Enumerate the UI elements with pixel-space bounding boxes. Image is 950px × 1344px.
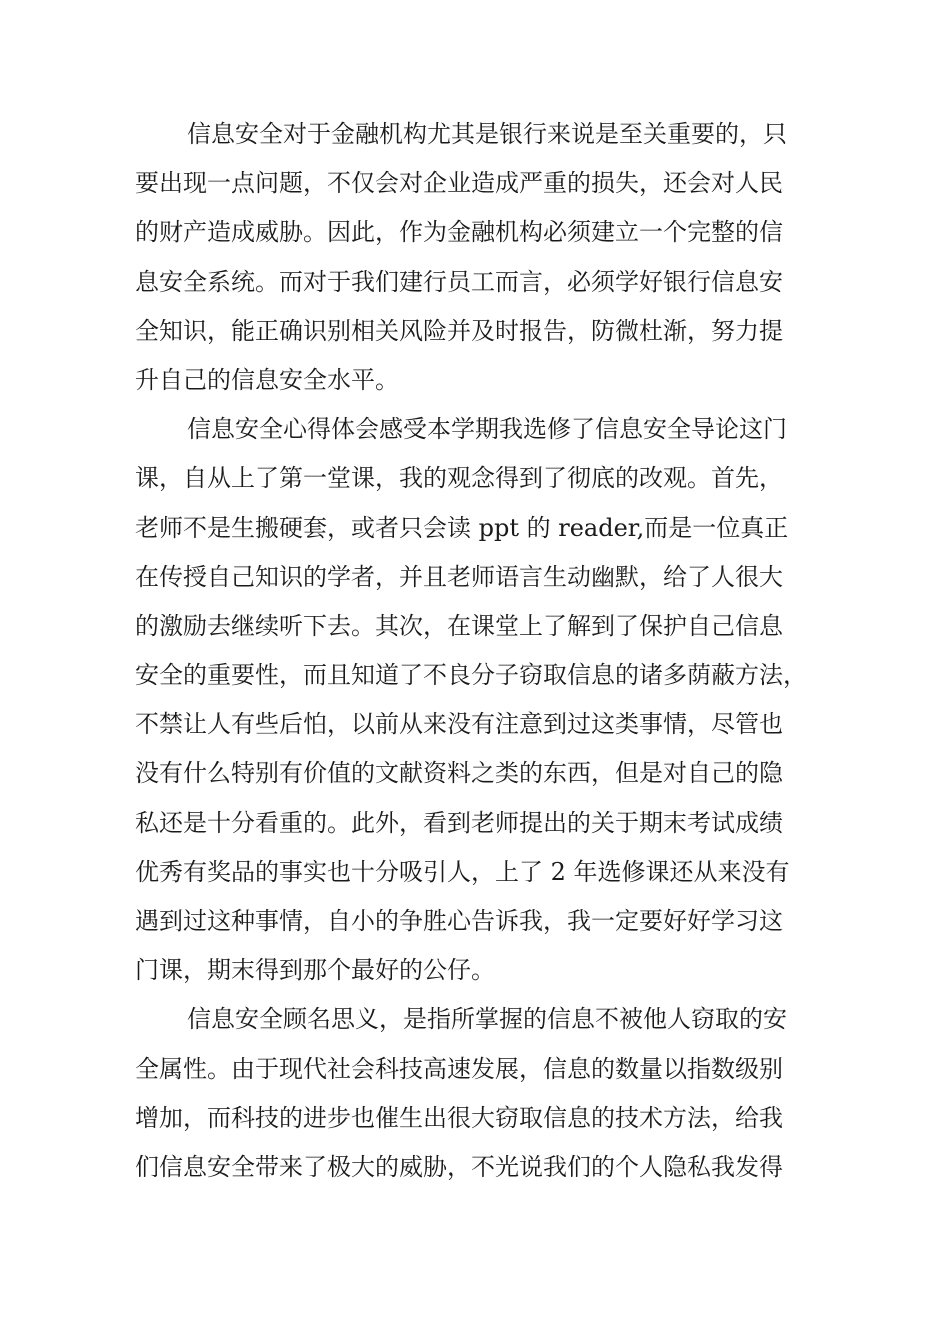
text-line: 信息安全顾名思义，是指所掌握的信息不被他人窃取的安 xyxy=(187,1005,787,1034)
text-line: 优秀有奖品的事实也十分吸引人，上了 2 年选修课还从来没有 xyxy=(135,857,790,886)
text-line: 信息安全对于金融机构尤其是银行来说是至关重要的，只 xyxy=(187,120,787,148)
text-line: 不禁让人有些后怕，以前从来没有注意到过这类事情，尽管也 xyxy=(135,710,783,739)
text-line: 的激励去继续听下去。其次，在课堂上了解到了保护自己信息 xyxy=(135,611,783,640)
text-line: 私还是十分看重的。此外，看到老师提出的关于期末考试成绩 xyxy=(135,808,783,837)
text-line: 全属性。由于现代社会科技高速发展，信息的数量以指数级别 xyxy=(135,1054,783,1083)
text-line: 们信息安全带来了极大的威胁，不光说我们的个人隐私我发得 xyxy=(135,1152,783,1181)
paragraph-3 xyxy=(135,995,835,1192)
text-line: 安全的重要性，而且知道了不良分子窃取信息的诸多荫蔽方法， xyxy=(135,661,807,690)
text-line: 遇到过这种事情，自小的争胜心告诉我，我一定要好好学习这 xyxy=(135,907,783,935)
paragraph-2 xyxy=(135,405,835,995)
text-line: 没有什么特别有价值的文献资料之类的东西，但是对自己的隐 xyxy=(135,759,783,788)
document-body xyxy=(135,110,835,1192)
text-line: 门课，期末得到那个最好的公仔。 xyxy=(135,956,495,985)
text-line: 信息安全心得体会感受本学期我选修了信息安全导论这门 xyxy=(187,415,787,444)
paragraph-1 xyxy=(135,110,835,405)
text-line: 升自己的信息安全水平。 xyxy=(135,365,399,394)
text-line: 老师不是生搬硬套，或者只会读 ppt 的 reader,而是一位真正 xyxy=(135,513,789,542)
text-line: 全知识，能正确识别相关风险并及时报告，防微杜渐，努力提 xyxy=(135,316,783,345)
text-line: 课，自从上了第一堂课，我的观念得到了彻底的改观。首先， xyxy=(135,464,783,493)
text-line: 增加，而科技的进步也催生出很大窃取信息的技术方法，给我 xyxy=(135,1103,783,1132)
text-line: 要出现一点问题，不仅会对企业造成严重的损失，还会对人民 xyxy=(135,169,783,198)
text-line: 息安全系统。而对于我们建行员工而言，必须学好银行信息安 xyxy=(135,267,783,296)
text-line: 在传授自己知识的学者，并且老师语言生动幽默，给了人很大 xyxy=(135,562,783,591)
text-line: 的财产造成威胁。因此，作为金融机构必须建立一个完整的信 xyxy=(135,218,783,247)
